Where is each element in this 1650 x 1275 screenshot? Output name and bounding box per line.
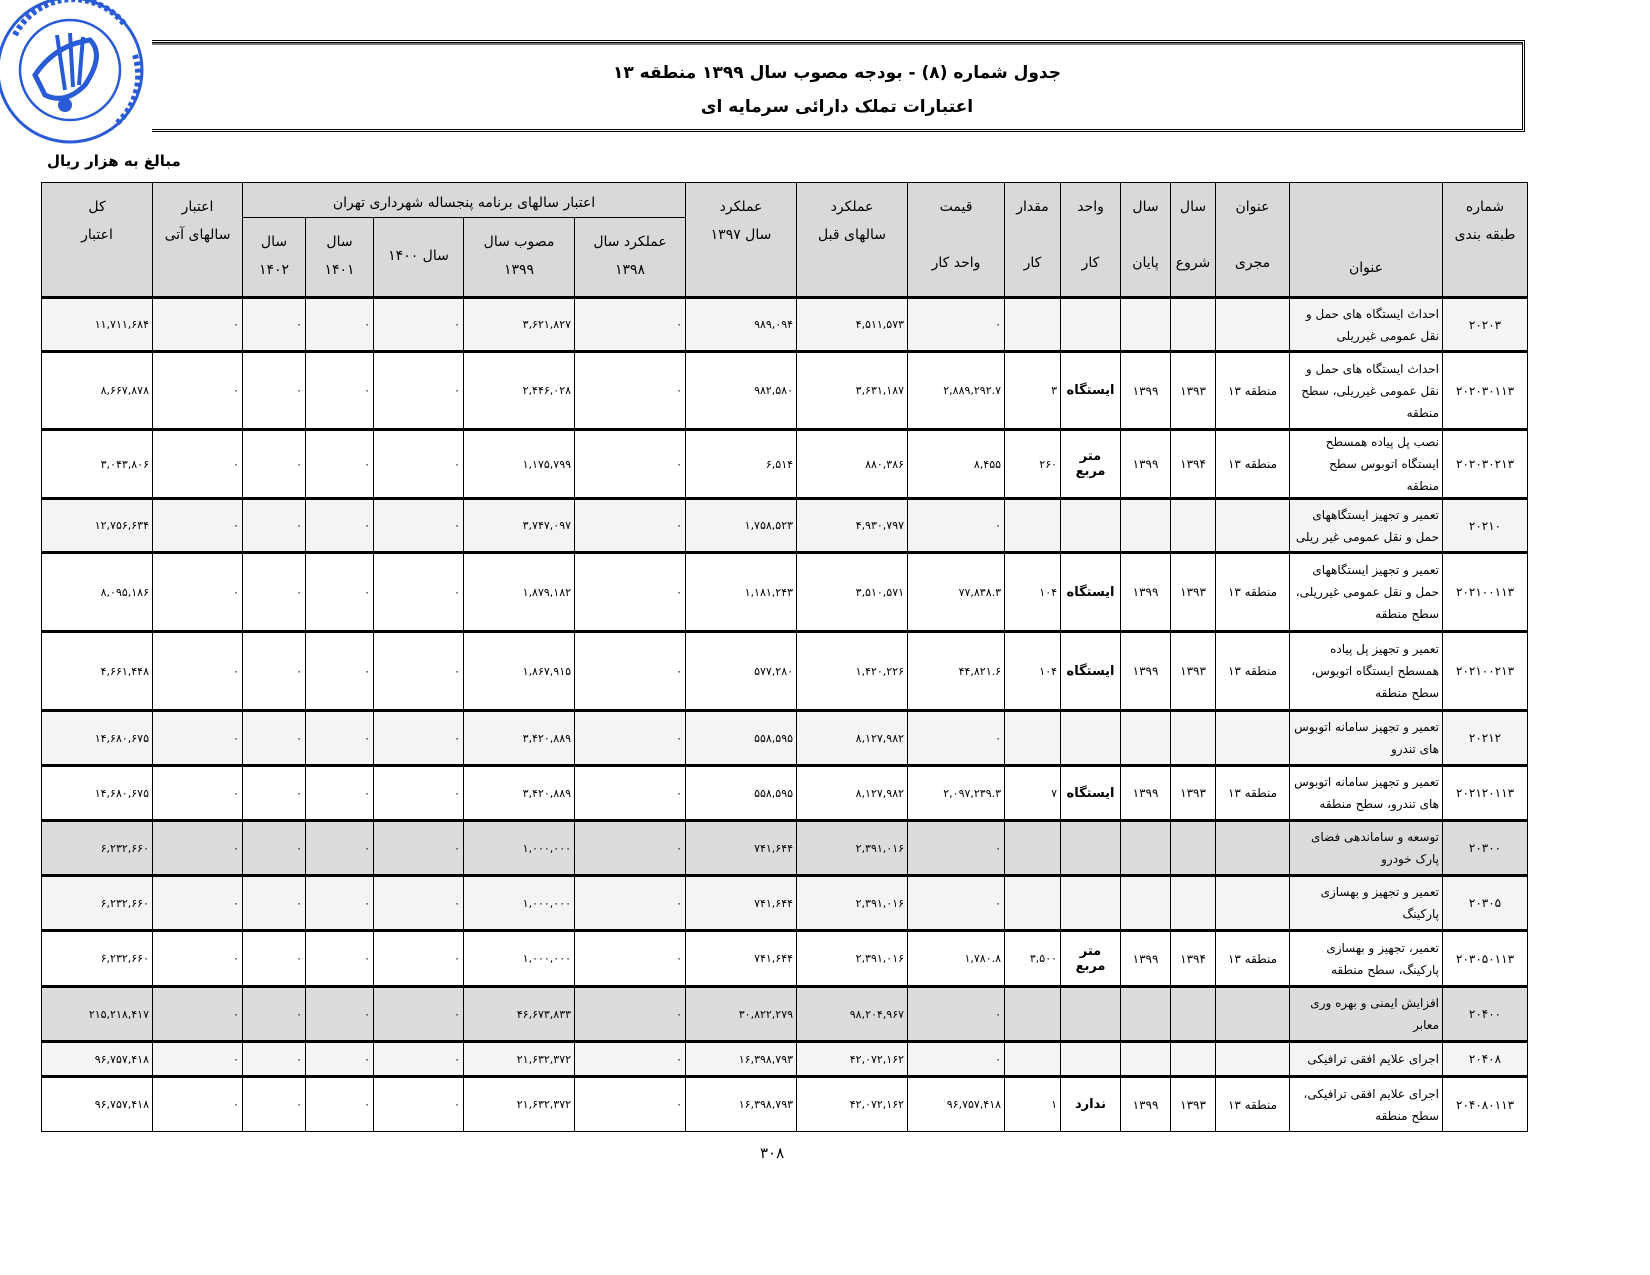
cell-approved1399: ۱,۰۰۰,۰۰۰ — [464, 821, 575, 876]
cell-y1401: ۰ — [306, 821, 374, 876]
cell-start — [1171, 711, 1216, 766]
cell-perf1397: ۷۴۱,۶۴۴ — [686, 821, 797, 876]
cell-start — [1171, 987, 1216, 1042]
cell-perf1397: ۱,۱۸۱,۲۴۳ — [686, 553, 797, 632]
cell-start: ۱۳۹۳ — [1171, 766, 1216, 821]
header-year-1402: سال ۱۴۰۲ — [243, 218, 306, 298]
cell-end — [1121, 987, 1171, 1042]
cell-y1400: ۰ — [374, 1077, 464, 1132]
cell-perf1398: ۰ — [575, 711, 686, 766]
cell-perf1398: ۰ — [575, 298, 686, 352]
cell-y1402: ۰ — [243, 352, 306, 430]
cell-y1401: ۰ — [306, 931, 374, 987]
cell-approved1399: ۳,۷۴۷,۰۹۷ — [464, 499, 575, 553]
cell-end — [1121, 711, 1171, 766]
cell-qty — [1005, 499, 1061, 553]
cell-total: ۸,۰۹۵,۱۸۶ — [42, 553, 153, 632]
cell-perf1397: ۱۶,۳۹۸,۷۹۳ — [686, 1042, 797, 1077]
cell-perf1398: ۰ — [575, 1077, 686, 1132]
cell-y1401: ۰ — [306, 766, 374, 821]
cell-unit-price: ۲,۸۸۹,۲۹۲.۷ — [908, 352, 1005, 430]
cell-executor — [1216, 876, 1290, 931]
cell-start: ۱۳۹۴ — [1171, 430, 1216, 499]
cell-title: افزایش ایمنی و بهره وری معابر — [1290, 987, 1443, 1042]
cell-y1400: ۰ — [374, 987, 464, 1042]
cell-end: ۱۳۹۹ — [1121, 553, 1171, 632]
cell-perf1397: ۷۴۱,۶۴۴ — [686, 876, 797, 931]
cell-approved1399: ۳,۴۲۰,۸۸۹ — [464, 766, 575, 821]
header-total: کل اعتبار — [42, 183, 153, 298]
cell-y1401: ۰ — [306, 553, 374, 632]
cell-start — [1171, 499, 1216, 553]
cell-qty: ۳ — [1005, 352, 1061, 430]
cell-y1400: ۰ — [374, 876, 464, 931]
cell-total: ۲۱۵,۲۱۸,۴۱۷ — [42, 987, 153, 1042]
cell-prior: ۸۸۰,۳۸۶ — [797, 430, 908, 499]
cell-perf1397: ۷۴۱,۶۴۴ — [686, 931, 797, 987]
cell-future: ۰ — [153, 876, 243, 931]
cell-prior: ۳,۶۳۱,۱۸۷ — [797, 352, 908, 430]
cell-approved1399: ۱,۰۰۰,۰۰۰ — [464, 876, 575, 931]
cell-end — [1121, 821, 1171, 876]
cell-y1400: ۰ — [374, 632, 464, 711]
cell-y1400: ۰ — [374, 711, 464, 766]
cell-y1402: ۰ — [243, 499, 306, 553]
cell-perf1398: ۰ — [575, 499, 686, 553]
cell-approved1399: ۳,۴۲۰,۸۸۹ — [464, 711, 575, 766]
cell-y1400: ۰ — [374, 766, 464, 821]
header-performance-1398: عملکرد سال ۱۳۹۸ — [575, 218, 686, 298]
cell-prior: ۴,۹۳۰,۷۹۷ — [797, 499, 908, 553]
cell-start — [1171, 298, 1216, 352]
cell-y1402: ۰ — [243, 931, 306, 987]
cell-qty — [1005, 987, 1061, 1042]
table-row — [42, 430, 1528, 499]
cell-unit-price: ۰ — [908, 987, 1005, 1042]
header-executor: عنوان مجری — [1216, 183, 1290, 298]
cell-executor: منطقه ۱۳ — [1216, 352, 1290, 430]
cell-unit: ندارد — [1061, 1077, 1121, 1132]
header-five-year-plan: اعتبار سالهای برنامه پنجساله شهرداری تهران — [243, 183, 686, 218]
cell-start: ۱۳۹۳ — [1171, 352, 1216, 430]
table-row — [42, 298, 1528, 352]
cell-code: ۲۰۲۱۰۰۱۱۳ — [1443, 553, 1528, 632]
cell-y1400: ۰ — [374, 1042, 464, 1077]
title-box — [152, 40, 1525, 132]
cell-title: توسعه و ساماندهی فضای پارک خودرو — [1290, 821, 1443, 876]
cell-future: ۰ — [153, 766, 243, 821]
cell-total: ۹۶,۷۵۷,۴۱۸ — [42, 1077, 153, 1132]
cell-code: ۲۰۲۰۳۰۱۱۳ — [1443, 352, 1528, 430]
cell-qty — [1005, 1042, 1061, 1077]
cell-executor: منطقه ۱۳ — [1216, 766, 1290, 821]
cell-executor — [1216, 711, 1290, 766]
cell-unit-price: ۷۷,۸۳۸.۳ — [908, 553, 1005, 632]
cell-prior: ۳,۵۱۰,۵۷۱ — [797, 553, 908, 632]
table-row — [42, 821, 1528, 876]
cell-total: ۹۶,۷۵۷,۴۱۸ — [42, 1042, 153, 1077]
cell-prior: ۹۸,۲۰۴,۹۶۷ — [797, 987, 908, 1042]
cell-qty — [1005, 821, 1061, 876]
cell-code: ۲۰۲۱۰۰۲۱۳ — [1443, 632, 1528, 711]
cell-unit — [1061, 876, 1121, 931]
header-unit-price: قیمت واحد کار — [908, 183, 1005, 298]
table-row — [42, 1042, 1528, 1077]
header-start-year: سال شروع — [1171, 183, 1216, 298]
cell-unit-price: ۹۶,۷۵۷,۴۱۸ — [908, 1077, 1005, 1132]
cell-perf1397: ۳۰,۸۲۲,۲۷۹ — [686, 987, 797, 1042]
cell-perf1398: ۰ — [575, 931, 686, 987]
cell-perf1397: ۱,۷۵۸,۵۲۳ — [686, 499, 797, 553]
cell-perf1397: ۹۸۹,۰۹۴ — [686, 298, 797, 352]
cell-unit-price: ۲,۰۹۷,۲۳۹.۳ — [908, 766, 1005, 821]
cell-unit — [1061, 499, 1121, 553]
cell-approved1399: ۱,۸۶۷,۹۱۵ — [464, 632, 575, 711]
cell-y1401: ۰ — [306, 352, 374, 430]
cell-title: نصب پل پیاده همسطح ایستگاه اتوبوس سطح منطقه — [1290, 430, 1443, 499]
cell-y1400: ۰ — [374, 821, 464, 876]
cell-total: ۸,۶۶۷,۸۷۸ — [42, 352, 153, 430]
cell-qty: ۳,۵۰۰ — [1005, 931, 1061, 987]
cell-approved1399: ۳,۶۲۱,۸۲۷ — [464, 298, 575, 352]
document-title: جدول شماره (۸) - بودجه مصوب سال ۱۳۹۹ منطقه ۱۳ — [612, 63, 1062, 83]
cell-future: ۰ — [153, 711, 243, 766]
cell-approved1399: ۱,۱۷۵,۷۹۹ — [464, 430, 575, 499]
cell-code: ۲۰۳۰۵۰۱۱۳ — [1443, 931, 1528, 987]
cell-unit-price: ۰ — [908, 711, 1005, 766]
header-prior-performance: عملکرد سالهای قبل — [797, 183, 908, 298]
cell-future: ۰ — [153, 987, 243, 1042]
cell-prior: ۴۲,۰۷۲,۱۶۲ — [797, 1077, 908, 1132]
page-number: ۳۰۸ — [760, 1144, 785, 1162]
cell-approved1399: ۲,۴۴۶,۰۲۸ — [464, 352, 575, 430]
cell-title: احداث ایستگاه های حمل و نقل عمومی غیرریلی، سطح منطقه — [1290, 352, 1443, 430]
cell-unit — [1061, 1042, 1121, 1077]
table-row — [42, 931, 1528, 987]
cell-end: ۱۳۹۹ — [1121, 1077, 1171, 1132]
cell-future: ۰ — [153, 553, 243, 632]
cell-end — [1121, 499, 1171, 553]
header-future-years: اعتبار سالهای آتی — [153, 183, 243, 298]
cell-unit-price: ۰ — [908, 298, 1005, 352]
table-row — [42, 352, 1528, 430]
cell-title: تعمیر و تجهیز ایستگاههای حمل و نقل عمومی غیرریلی، سطح منطقه — [1290, 553, 1443, 632]
cell-future: ۰ — [153, 430, 243, 499]
cell-code: ۲۰۲۱۰ — [1443, 499, 1528, 553]
cell-approved1399: ۱,۰۰۰,۰۰۰ — [464, 931, 575, 987]
table-row — [42, 766, 1528, 821]
cell-prior: ۸,۱۲۷,۹۸۲ — [797, 766, 908, 821]
cell-perf1398: ۰ — [575, 766, 686, 821]
cell-unit — [1061, 298, 1121, 352]
cell-unit: ایستگاه — [1061, 553, 1121, 632]
cell-title: تعمیر و تجهیز سامانه اتوبوس های تندرو — [1290, 711, 1443, 766]
header-quantity: مقدار کار — [1005, 183, 1061, 298]
cell-code: ۲۰۳۰۰ — [1443, 821, 1528, 876]
cell-code: ۲۰۲۰۳ — [1443, 298, 1528, 352]
header-year-1401: سال ۱۴۰۱ — [306, 218, 374, 298]
table-row — [42, 553, 1528, 632]
cell-perf1397: ۵۵۸,۵۹۵ — [686, 766, 797, 821]
cell-y1402: ۰ — [243, 298, 306, 352]
cell-approved1399: ۲۱,۶۳۲,۳۷۲ — [464, 1042, 575, 1077]
cell-executor — [1216, 499, 1290, 553]
cell-executor: منطقه ۱۳ — [1216, 553, 1290, 632]
cell-future: ۰ — [153, 298, 243, 352]
cell-code: ۲۰۲۱۲۰۱۱۳ — [1443, 766, 1528, 821]
cell-y1402: ۰ — [243, 430, 306, 499]
header-title: عنوان — [1290, 183, 1443, 298]
cell-y1400: ۰ — [374, 430, 464, 499]
capital-assets-budget-table — [41, 182, 1528, 1132]
cell-y1402: ۰ — [243, 632, 306, 711]
cell-end — [1121, 298, 1171, 352]
cell-future: ۰ — [153, 821, 243, 876]
cell-perf1397: ۱۶,۳۹۸,۷۹۳ — [686, 1077, 797, 1132]
cell-y1402: ۰ — [243, 1077, 306, 1132]
cell-unit: متر مربع — [1061, 430, 1121, 499]
cell-perf1398: ۰ — [575, 430, 686, 499]
cell-end: ۱۳۹۹ — [1121, 766, 1171, 821]
cell-approved1399: ۴۶,۶۷۳,۸۳۳ — [464, 987, 575, 1042]
table-row — [42, 499, 1528, 553]
header-unit: واحد کار — [1061, 183, 1121, 298]
cell-y1401: ۰ — [306, 987, 374, 1042]
cell-unit: متر مربع — [1061, 931, 1121, 987]
cell-title: احداث ایستگاه های حمل و نقل عمومی غیرریلی — [1290, 298, 1443, 352]
cell-y1401: ۰ — [306, 499, 374, 553]
cell-code: ۲۰۲۱۲ — [1443, 711, 1528, 766]
cell-qty — [1005, 298, 1061, 352]
cell-unit-price: ۸,۴۵۵ — [908, 430, 1005, 499]
cell-code: ۲۰۴۰۰ — [1443, 987, 1528, 1042]
cell-total: ۱۲,۷۵۶,۶۳۴ — [42, 499, 153, 553]
cell-perf1398: ۰ — [575, 553, 686, 632]
cell-total: ۴,۶۶۱,۴۴۸ — [42, 632, 153, 711]
cell-start: ۱۳۹۳ — [1171, 1077, 1216, 1132]
cell-executor: منطقه ۱۳ — [1216, 931, 1290, 987]
cell-unit: ایستگاه — [1061, 632, 1121, 711]
cell-start — [1171, 821, 1216, 876]
header-year-1400: سال ۱۴۰۰ — [374, 218, 464, 298]
table-row — [42, 711, 1528, 766]
cell-unit-price: ۰ — [908, 1042, 1005, 1077]
cell-end: ۱۳۹۹ — [1121, 931, 1171, 987]
cell-prior: ۲,۳۹۱,۰۱۶ — [797, 821, 908, 876]
cell-qty — [1005, 711, 1061, 766]
header-code: شماره طبقه بندی — [1443, 183, 1528, 298]
cell-end — [1121, 876, 1171, 931]
cell-y1400: ۰ — [374, 931, 464, 987]
cell-title: اجرای علایم افقی ترافیکی، سطح منطقه — [1290, 1077, 1443, 1132]
cell-prior: ۲,۳۹۱,۰۱۶ — [797, 931, 908, 987]
cell-start: ۱۳۹۳ — [1171, 553, 1216, 632]
cell-y1400: ۰ — [374, 298, 464, 352]
cell-total: ۱۴,۶۸۰,۶۷۵ — [42, 711, 153, 766]
cell-unit-price: ۰ — [908, 876, 1005, 931]
cell-perf1398: ۰ — [575, 987, 686, 1042]
cell-end — [1121, 1042, 1171, 1077]
cell-qty — [1005, 876, 1061, 931]
cell-y1402: ۰ — [243, 766, 306, 821]
cell-unit-price: ۰ — [908, 499, 1005, 553]
cell-qty: ۷ — [1005, 766, 1061, 821]
cell-y1402: ۰ — [243, 711, 306, 766]
cell-qty: ۱۰۴ — [1005, 632, 1061, 711]
header-approved-1399: مصوب سال ۱۳۹۹ — [464, 218, 575, 298]
cell-prior: ۸,۱۲۷,۹۸۲ — [797, 711, 908, 766]
cell-title: تعمیر و تجهیز سامانه اتوبوس های تندرو، سطح منطقه — [1290, 766, 1443, 821]
cell-y1402: ۰ — [243, 553, 306, 632]
document-subtitle: اعتبارات تملک دارائی سرمایه ای — [700, 97, 974, 117]
cell-y1400: ۰ — [374, 553, 464, 632]
cell-executor: منطقه ۱۳ — [1216, 430, 1290, 499]
cell-qty: ۱۰۴ — [1005, 553, 1061, 632]
cell-qty: ۱ — [1005, 1077, 1061, 1132]
table-row — [42, 632, 1528, 711]
cell-executor: منطقه ۱۳ — [1216, 632, 1290, 711]
cell-prior: ۴,۵۱۱,۵۷۳ — [797, 298, 908, 352]
cell-y1402: ۰ — [243, 821, 306, 876]
cell-y1400: ۰ — [374, 352, 464, 430]
cell-start — [1171, 876, 1216, 931]
cell-future: ۰ — [153, 1077, 243, 1132]
cell-unit-price: ۱,۷۸۰.۸ — [908, 931, 1005, 987]
cell-future: ۰ — [153, 352, 243, 430]
cell-perf1397: ۶,۵۱۴ — [686, 430, 797, 499]
table-body — [42, 298, 1528, 1132]
cell-y1401: ۰ — [306, 632, 374, 711]
table-row — [42, 987, 1528, 1042]
cell-end: ۱۳۹۹ — [1121, 352, 1171, 430]
cell-title: تعمیر و تجهیز پل پیاده همسطح ایستگاه اتوبوس، سطح منطقه — [1290, 632, 1443, 711]
cell-unit-price: ۴۴,۸۲۱.۶ — [908, 632, 1005, 711]
cell-y1401: ۰ — [306, 1077, 374, 1132]
cell-code: ۲۰۴۰۸ — [1443, 1042, 1528, 1077]
cell-title: تعمیر و تجهیز و بهسازی پارکینگ — [1290, 876, 1443, 931]
cell-start: ۱۳۹۳ — [1171, 632, 1216, 711]
cell-end: ۱۳۹۹ — [1121, 430, 1171, 499]
cell-total: ۱۴,۶۸۰,۶۷۵ — [42, 766, 153, 821]
cell-unit: ایستگاه — [1061, 766, 1121, 821]
cell-executor — [1216, 1042, 1290, 1077]
cell-y1402: ۰ — [243, 987, 306, 1042]
cell-executor — [1216, 987, 1290, 1042]
cell-y1401: ۰ — [306, 711, 374, 766]
cell-prior: ۱,۴۲۰,۲۲۶ — [797, 632, 908, 711]
cell-future: ۰ — [153, 1042, 243, 1077]
cell-start: ۱۳۹۴ — [1171, 931, 1216, 987]
cell-y1401: ۰ — [306, 298, 374, 352]
table-row — [42, 1077, 1528, 1132]
cell-approved1399: ۱,۸۷۹,۱۸۲ — [464, 553, 575, 632]
cell-qty: ۲۶۰ — [1005, 430, 1061, 499]
municipal-council-stamp — [0, 0, 150, 150]
header-performance-1397: عملکرد سال ۱۳۹۷ — [686, 183, 797, 298]
cell-unit — [1061, 987, 1121, 1042]
cell-end: ۱۳۹۹ — [1121, 632, 1171, 711]
cell-y1400: ۰ — [374, 499, 464, 553]
cell-title: اجرای علایم افقی ترافیکی — [1290, 1042, 1443, 1077]
cell-executor — [1216, 821, 1290, 876]
cell-perf1398: ۰ — [575, 1042, 686, 1077]
cell-y1402: ۰ — [243, 876, 306, 931]
header-end-year: سال پایان — [1121, 183, 1171, 298]
cell-prior: ۲,۳۹۱,۰۱۶ — [797, 876, 908, 931]
cell-prior: ۴۲,۰۷۲,۱۶۲ — [797, 1042, 908, 1077]
cell-future: ۰ — [153, 499, 243, 553]
cell-total: ۶,۲۳۲,۶۶۰ — [42, 876, 153, 931]
cell-approved1399: ۲۱,۶۳۲,۳۷۲ — [464, 1077, 575, 1132]
cell-total: ۱۱,۷۱۱,۶۸۴ — [42, 298, 153, 352]
cell-unit: ایستگاه — [1061, 352, 1121, 430]
cell-total: ۶,۲۳۲,۶۶۰ — [42, 931, 153, 987]
currency-unit-note: مبالغ به هزار ریال — [47, 152, 181, 170]
cell-code: ۲۰۲۰۳۰۲۱۳ — [1443, 430, 1528, 499]
cell-future: ۰ — [153, 632, 243, 711]
cell-executor: منطقه ۱۳ — [1216, 1077, 1290, 1132]
cell-y1401: ۰ — [306, 876, 374, 931]
cell-y1401: ۰ — [306, 430, 374, 499]
cell-total: ۶,۲۳۲,۶۶۰ — [42, 821, 153, 876]
cell-perf1398: ۰ — [575, 352, 686, 430]
cell-perf1397: ۵۷۷,۲۸۰ — [686, 632, 797, 711]
cell-total: ۳,۰۴۳,۸۰۶ — [42, 430, 153, 499]
cell-perf1398: ۰ — [575, 632, 686, 711]
cell-perf1397: ۹۸۲,۵۸۰ — [686, 352, 797, 430]
cell-perf1397: ۵۵۸,۵۹۵ — [686, 711, 797, 766]
cell-executor — [1216, 298, 1290, 352]
cell-unit — [1061, 821, 1121, 876]
cell-perf1398: ۰ — [575, 876, 686, 931]
cell-title: تعمیر، تجهیز و بهسازی پارکینگ، سطح منطقه — [1290, 931, 1443, 987]
cell-future: ۰ — [153, 931, 243, 987]
cell-perf1398: ۰ — [575, 821, 686, 876]
cell-code: ۲۰۴۰۸۰۱۱۳ — [1443, 1077, 1528, 1132]
cell-y1401: ۰ — [306, 1042, 374, 1077]
cell-title: تعمیر و تجهیز ایستگاههای حمل و نقل عمومی غیر ریلی — [1290, 499, 1443, 553]
cell-start — [1171, 1042, 1216, 1077]
cell-unit-price: ۰ — [908, 821, 1005, 876]
cell-unit — [1061, 711, 1121, 766]
cell-code: ۲۰۳۰۵ — [1443, 876, 1528, 931]
table-row — [42, 876, 1528, 931]
cell-y1402: ۰ — [243, 1042, 306, 1077]
